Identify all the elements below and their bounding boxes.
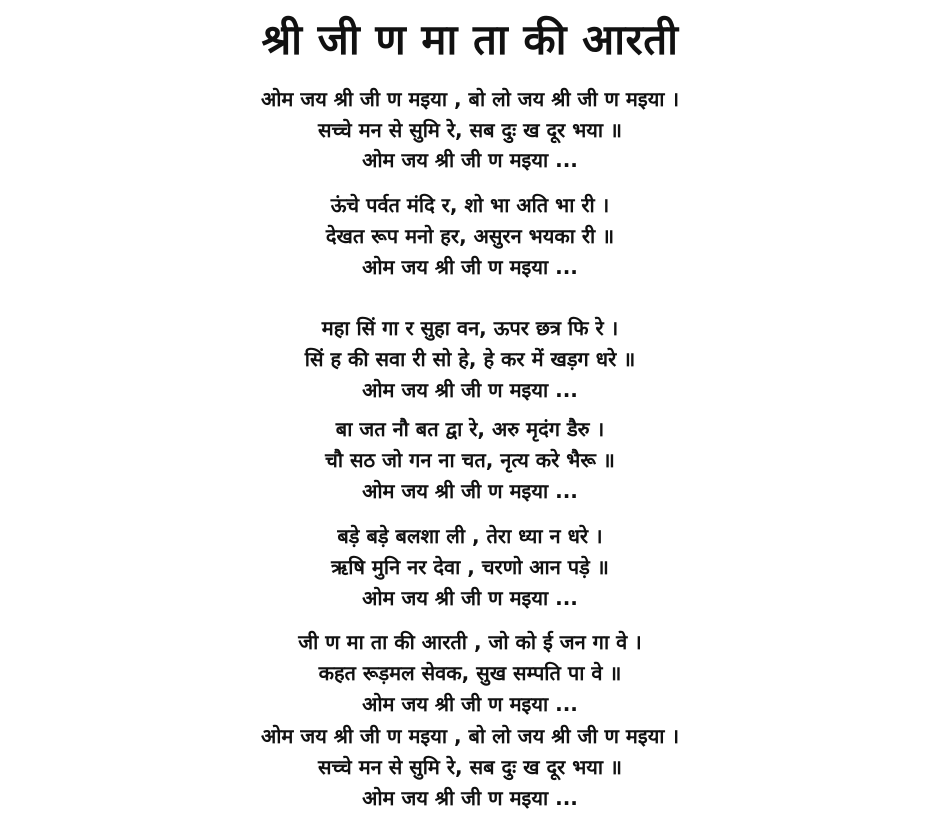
stanza-5-line-2: ऋषि मुनि नर देवा , चरणो आन पड़े ॥	[331, 555, 609, 579]
stanza-2-line-2: देखत रूप मनो हर, असुरन भयका री ॥	[325, 224, 615, 248]
stanza-3-refrain: ओम जय श्री जी ण मइया ...	[362, 378, 578, 402]
page-title: श्री जी ण मा ता की आरती	[261, 15, 679, 64]
closing-refrain: ओम जय श्री जी ण मइया ...	[362, 786, 578, 810]
stanza-3-line-2: सिं ह की सवा री सो हे, हे कर में खड़ग धरे ॥	[304, 347, 636, 371]
stanza-5-line-1: बड़े बड़े बलशा ली , तेरा ध्या न धरे ।	[337, 524, 603, 548]
stanza-5-refrain: ओम जय श्री जी ण मइया ...	[362, 586, 578, 610]
stanza-3-line-1: महा सिं गा र सुहा वन, ऊपर छत्र फि रे ।	[321, 316, 619, 340]
closing-line-1: ओम जय श्री जी ण मइया , बो लो जय श्री जी ण मइया ।	[260, 724, 680, 748]
stanza-1-line-2: सच्चे मन से सुमि रे, सब दुः ख दूर भया ॥	[318, 118, 622, 142]
stanza-2-refrain: ओम जय श्री जी ण मइया ...	[362, 255, 578, 279]
stanza-4-refrain: ओम जय श्री जी ण मइया ...	[362, 479, 578, 503]
stanza-1-refrain: ओम जय श्री जी ण मइया ...	[362, 148, 578, 172]
stanza-6-refrain: ओम जय श्री जी ण मइया ...	[362, 692, 578, 716]
stanza-2-line-1: ऊंचे पर्वत मंदि र, शो भा अति भा री ।	[330, 193, 610, 217]
stanza-4-line-2: चौ सठ जो गन ना चत, नृत्य करे भैरू ॥	[325, 448, 615, 472]
stanza-1-line-1: ओम जय श्री जी ण मइया , बो लो जय श्री जी ण मइया ।	[260, 87, 680, 111]
stanza-4-line-1: बा जत नौ बत द्वा रे, अरु मृदंग डैरु ।	[335, 417, 605, 441]
stanza-6-line-1: जी ण मा ता की आरती , जो को ई जन गा वे ।	[298, 630, 642, 654]
closing-line-2: सच्चे मन से सुमि रे, सब दुः ख दूर भया ॥	[318, 755, 622, 779]
stanza-6-line-2: कहत रूड़मल सेवक, सुख सम्पति पा वे ॥	[318, 661, 622, 685]
